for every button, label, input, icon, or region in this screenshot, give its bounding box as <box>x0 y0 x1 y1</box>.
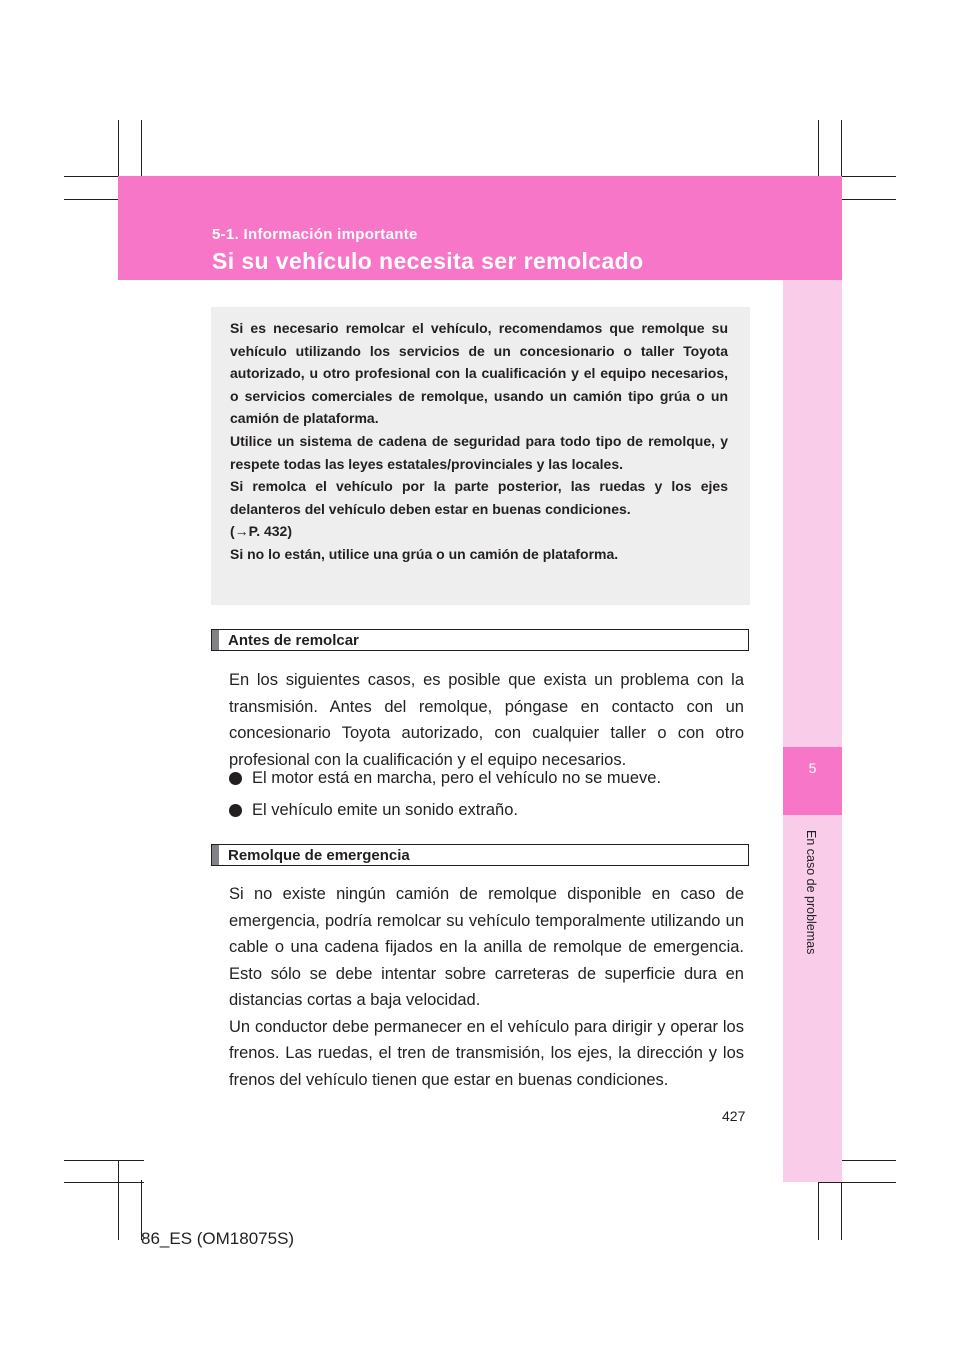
chapter-side-tab <box>783 280 842 1182</box>
heading-bar <box>212 630 219 650</box>
list-item-text: El motor está en marcha, pero el vehículo no se mueve. <box>252 769 662 787</box>
list-item-text: El vehículo emite un sonido extraño. <box>252 801 518 819</box>
crop-mark <box>118 1160 119 1240</box>
intro-paragraph: Si es necesario remolcar el vehículo, recomendamos que remolque su vehículo utilizando los servicios de un concesionario o taller Toyota autorizado, u otro profesional con la cualificación y el equipo necesarios, o servicios comerciales de remolque, usando un camión tipo grúa o un camión de plataforma. <box>230 320 728 427</box>
page-title: Si su vehículo necesita ser remolcado <box>212 248 644 274</box>
body-paragraph: En los siguientes casos, es posible que exista un problema con la transmisión. Antes del remolque, póngase en contacto con un concesionario Toyota autorizado, con cualquier taller o con otro profesional con la cualificación y el equipo necesarios. <box>229 671 744 769</box>
chapter-tab-active <box>783 747 842 815</box>
document-code: 86_ES (OM18075S) <box>141 1229 295 1248</box>
bullet-icon <box>229 772 242 785</box>
intro-text <box>230 317 728 566</box>
intro-paragraph: Si remolca el vehículo por la parte posterior, las ruedas y los ejes delanteros del vehículo deben estar en buenas condiciones. <box>230 478 728 517</box>
page-number: 427 <box>722 1108 746 1124</box>
list-item <box>229 797 744 824</box>
before-towing-paragraph <box>229 667 744 773</box>
chapter-name: En caso de problemas <box>804 830 818 955</box>
section-heading-before-towing <box>211 629 749 651</box>
crop-mark <box>64 1160 144 1161</box>
chapter-number: 5 <box>808 760 817 776</box>
crop-mark <box>818 1182 896 1183</box>
section-heading-emergency-towing <box>211 844 749 866</box>
heading-bar <box>212 845 219 865</box>
section-heading-text: Antes de remolcar <box>228 631 359 649</box>
section-label: 5-1. Información importante <box>212 226 418 243</box>
body-paragraph: Un conductor debe permanecer en el vehículo para dirigir y operar los frenos. Las ruedas, el tren de transmisión, los ejes, la dirección y los frenos del vehículo tienen que estar en buenas condiciones. <box>229 1017 744 1089</box>
section-heading-text: Remolque de emergencia <box>228 846 410 864</box>
crop-mark <box>64 1182 144 1183</box>
list-item <box>229 765 744 792</box>
body-paragraph: Si no existe ningún camión de remolque disponible en caso de emergencia, podría remolcar su vehículo temporalmente utilizando un cable o una cadena fijados en la anilla de remolque de emergencia. Esto sólo se debe intentar sobre carreteras de superficie dura en distancias cortas a baja velocidad. <box>229 885 744 1009</box>
intro-paragraph: Utilice un sistema de cadena de seguridad para todo tipo de remolque, y respete todas las leyes estatales/provinciales y las locales. <box>230 432 728 472</box>
intro-paragraph: Si no lo están, utilice una grúa o un camión de plataforma. <box>230 545 619 562</box>
bullet-icon <box>229 804 242 817</box>
crop-mark <box>818 1180 819 1240</box>
emergency-towing-text <box>229 881 744 1093</box>
page-reference: (→P. 432) <box>230 523 292 540</box>
